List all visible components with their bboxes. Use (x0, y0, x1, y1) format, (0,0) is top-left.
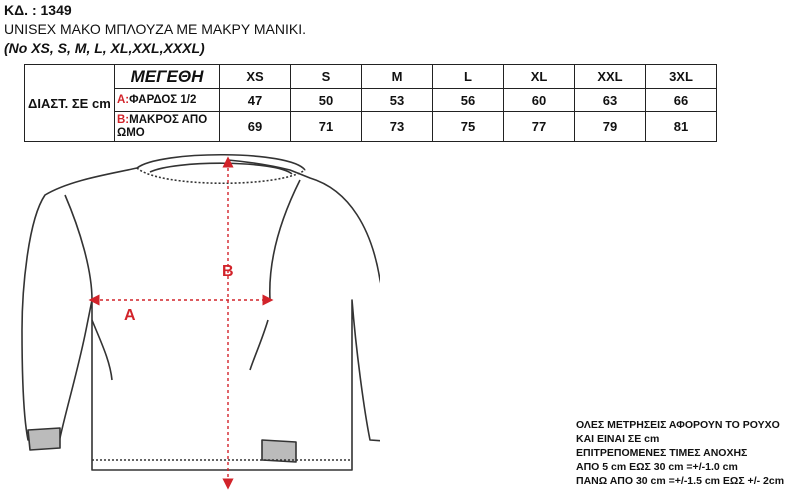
size-header-cell: L (433, 65, 504, 89)
size-header-cell: XL (504, 65, 575, 89)
left-armhole (65, 195, 92, 300)
size-header-cell: 3XL (646, 65, 717, 89)
note-line: ΕΠΙΤΡΕΠΟΜΕΝΕΣ ΤΙΜΕΣ ΑΝΟΧΗΣ (576, 447, 748, 459)
collar-rib (137, 168, 305, 183)
value-cell: 50 (291, 89, 362, 112)
right-armhole (270, 180, 300, 300)
garment-diagram (0, 148, 380, 499)
size-header-cell: M (362, 65, 433, 89)
note-line: ΚΑΙ ΕΙΝΑΙ ΣΕ cm (576, 433, 660, 445)
value-cell: 66 (646, 89, 717, 112)
right-cuff (262, 440, 296, 462)
value-cell: 77 (504, 112, 575, 142)
measure-name-b: ΜΑΚΡΟΣ ΑΠΟ ΩΜΟ (117, 113, 208, 139)
note-line: ΑΠΟ 5 cm ΕΩΣ 30 cm =+/-1.0 cm (576, 461, 738, 473)
size-chart-table (24, 64, 717, 142)
measure-letter-a: A: (117, 93, 130, 106)
sizes-header: ΜΕΓΕΘΗ (115, 65, 220, 89)
product-code: ΚΔ. : 1349 (4, 2, 72, 18)
value-cell: 60 (504, 89, 575, 112)
value-cell: 47 (220, 89, 291, 112)
left-sleeve-inner (92, 320, 112, 380)
measure-name-a: ΦΑΡΔΟΣ 1/2 (129, 93, 197, 106)
measure-label-b (115, 112, 220, 142)
product-title: UNISEX ΜΑΚΟ ΜΠΛΟΥΖΑ ΜΕ ΜΑΚΡΥ ΜΑΝΙΚΙ. (4, 21, 306, 37)
size-header-cell: XS (220, 65, 291, 89)
value-cell: 69 (220, 112, 291, 142)
note-line: ΠΑΝΩ ΑΠΟ 30 cm =+/-1.5 cm ΕΩΣ +/- 2cm (576, 475, 785, 487)
right-sleeve-inner (250, 320, 268, 370)
measure-label-a (115, 89, 220, 112)
value-cell: 79 (575, 112, 646, 142)
value-cell: 53 (362, 89, 433, 112)
shirt-body-outline (22, 160, 380, 470)
value-cell: 81 (646, 112, 717, 142)
value-cell: 71 (291, 112, 362, 142)
size-header-cell: S (291, 65, 362, 89)
value-cell: 73 (362, 112, 433, 142)
left-cuff (28, 428, 60, 450)
value-cell: 75 (433, 112, 504, 142)
product-size-range: (No XS, S, M, L, XL,XXL,XXXL) (4, 40, 205, 56)
measure-letter-b: B: (117, 113, 130, 126)
measure-label-a-text: A (124, 307, 136, 324)
dimensions-label: ΔΙΑΣΤ. ΣΕ cm (25, 65, 115, 142)
tolerance-notes (576, 418, 784, 488)
size-header-cell: XXL (575, 65, 646, 89)
note-line: ΟΛΕΣ ΜΕΤΡΗΣΕΙΣ ΑΦΟΡΟΥΝ ΤΟ ΡΟΥΧΟ (576, 419, 780, 431)
measure-label-b-text: B (222, 263, 234, 280)
value-cell: 56 (433, 89, 504, 112)
collar-inner (150, 163, 292, 174)
value-cell: 63 (575, 89, 646, 112)
